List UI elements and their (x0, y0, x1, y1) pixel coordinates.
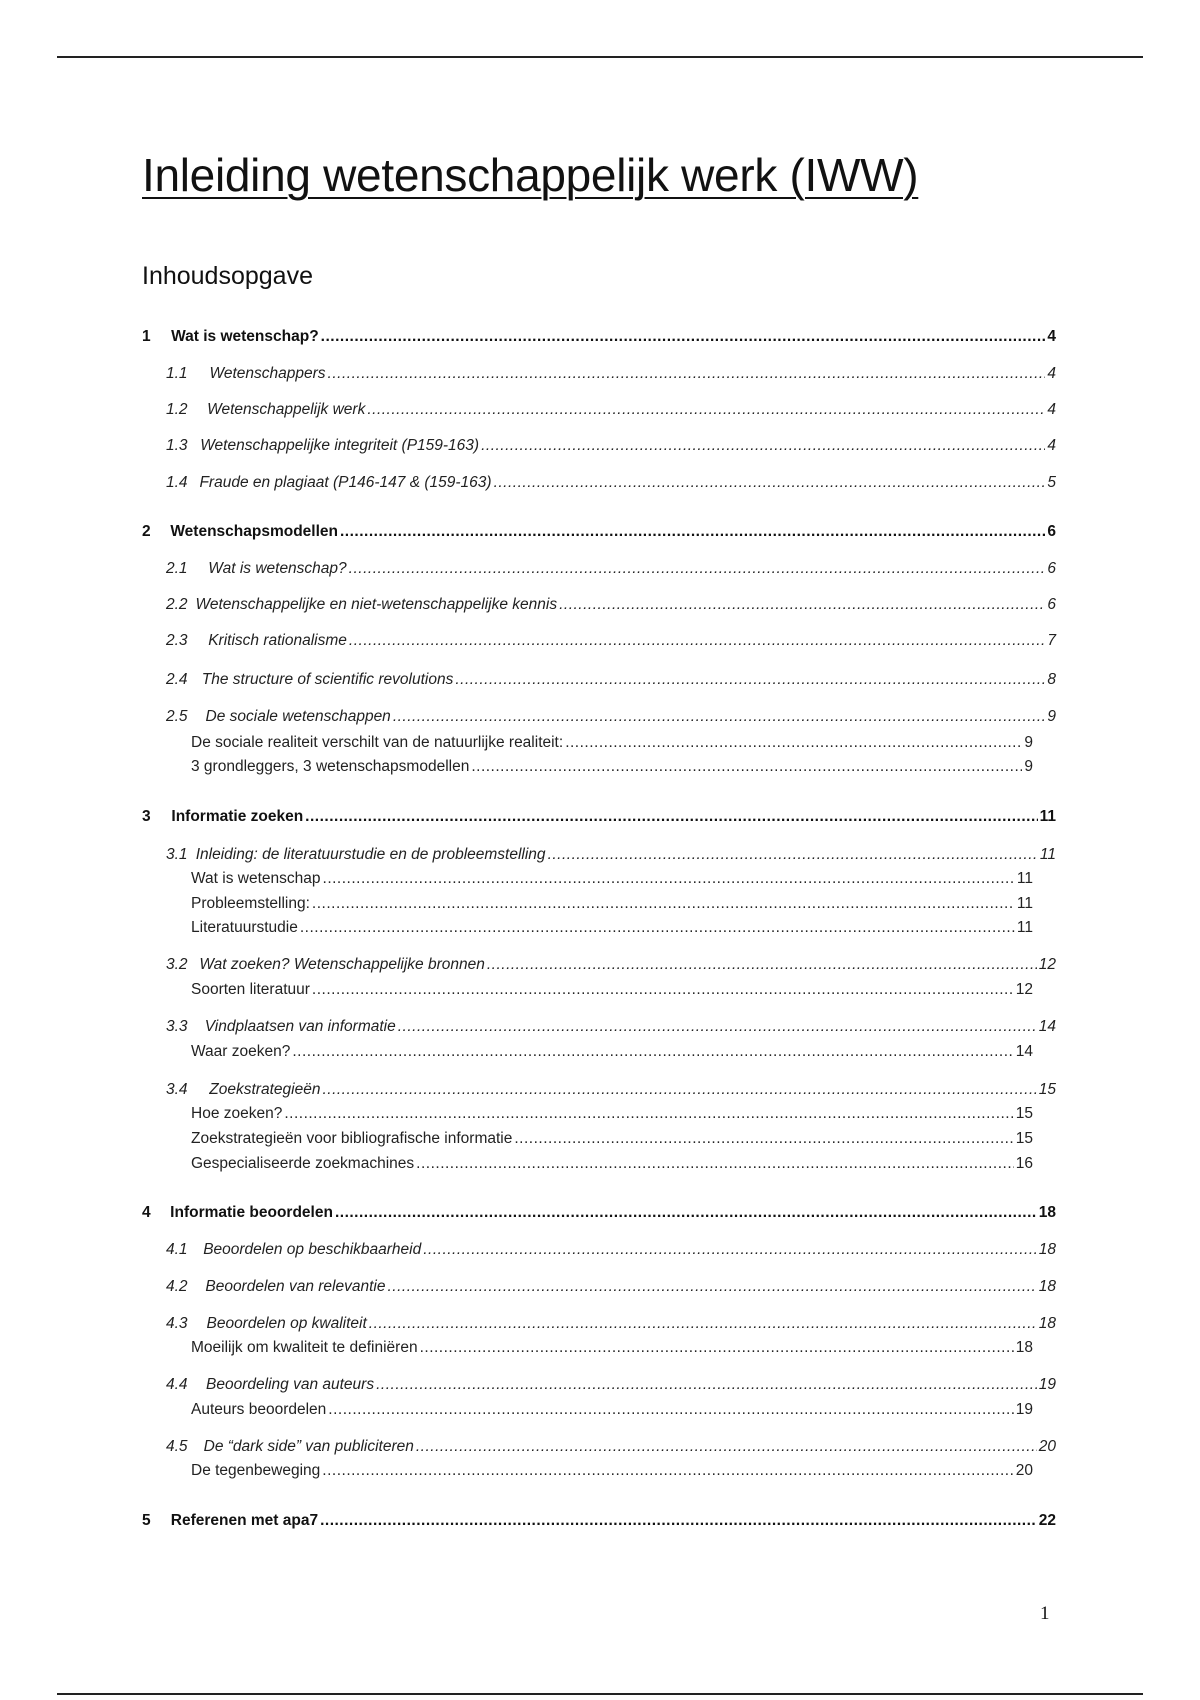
toc-dot-leader (322, 1080, 1036, 1100)
toc-entry-title: Wat is wetenschap? (171, 328, 319, 345)
toc-entry-title: Beoordelen op beschikbaarheid (203, 1241, 422, 1258)
toc-entry-number: 1.4 (166, 474, 188, 491)
toc-entry-number: 5 (142, 1512, 151, 1529)
toc-entry-page: 14 (1038, 1018, 1056, 1035)
toc-dot-leader (369, 1314, 1037, 1334)
toc-entry-page: 18 (1015, 1339, 1033, 1356)
toc-entry[interactable] (166, 1375, 1056, 1395)
toc-entry[interactable] (166, 473, 1056, 493)
toc-entry-number: 3.4 (166, 1081, 188, 1098)
toc-dot-leader (312, 894, 1015, 914)
toc-dot-leader (559, 595, 1045, 615)
toc-entry-title: Fraude en plagiaat (P146-147 & (159-163) (199, 474, 492, 491)
toc-entry-number: 1.2 (166, 401, 188, 418)
toc-entry-number: 4.5 (166, 1438, 188, 1455)
toc-entry-title: Literatuurstudie (191, 919, 298, 936)
toc-entry-title: Soorten literatuur (191, 981, 310, 998)
toc-entry-title: Waar zoeken? (191, 1043, 291, 1060)
toc-entry-number: 2.3 (166, 632, 188, 649)
toc-entry-title: The structure of scientific revolutions (201, 671, 454, 688)
toc-entry-title: Wat is wetenschap (191, 870, 321, 887)
toc-entry[interactable] (166, 1080, 1056, 1100)
toc-entry-number: 4.2 (166, 1278, 188, 1295)
toc-entry-title: Hoe zoeken? (191, 1105, 283, 1122)
toc-dot-leader (481, 436, 1045, 456)
toc-entry[interactable] (166, 400, 1056, 420)
toc-dot-leader (328, 364, 1046, 384)
toc-entry[interactable] (191, 757, 1033, 777)
toc-entry-number: 1.3 (166, 437, 188, 454)
toc-entry-page: 18 (1038, 1241, 1056, 1258)
toc-entry-page: 15 (1015, 1130, 1033, 1147)
toc-entry[interactable] (142, 522, 1056, 542)
toc-entry-number: 3 (142, 808, 151, 825)
toc-entry-page: 4 (1047, 328, 1056, 345)
toc-entry-title: Wat is wetenschap? (208, 560, 347, 577)
toc-entry[interactable] (166, 436, 1056, 456)
toc-entry-title: Inleiding: de literatuurstudie en de probleemstelling (195, 846, 546, 863)
toc-entry-title: Zoekstrategieën voor bibliografische informatie (191, 1130, 513, 1147)
toc-entry-number: 4.3 (166, 1315, 188, 1332)
toc-entry[interactable] (191, 980, 1033, 1000)
toc-entry[interactable] (142, 327, 1056, 347)
toc-dot-leader (416, 1437, 1037, 1457)
toc-dot-leader (284, 1104, 1013, 1124)
toc-entry-page: 6 (1047, 596, 1056, 613)
toc-dot-leader (322, 1461, 1013, 1481)
toc-entry[interactable] (191, 869, 1033, 889)
toc-entry[interactable] (166, 1437, 1056, 1457)
toc-entry[interactable] (191, 1154, 1033, 1174)
toc-entry[interactable] (166, 1277, 1056, 1297)
toc-entry-page: 18 (1038, 1315, 1056, 1332)
toc-dot-leader (387, 1277, 1036, 1297)
toc-dot-leader (494, 473, 1046, 493)
toc-entry-title: Zoekstrategieën (209, 1081, 321, 1098)
toc-entry-number: 3.3 (166, 1018, 188, 1035)
toc-entry[interactable] (191, 1104, 1033, 1124)
toc-entry-page: 12 (1015, 981, 1033, 998)
toc-dot-leader (367, 400, 1045, 420)
toc-entry-page: 9 (1024, 734, 1033, 751)
toc-entry-page: 19 (1038, 1376, 1056, 1393)
toc-heading: Inhoudsopgave (142, 262, 313, 290)
toc-entry-page: 9 (1024, 758, 1033, 775)
toc-entry-title: 3 grondleggers, 3 wetenschapsmodellen (191, 758, 470, 775)
toc-entry[interactable] (166, 595, 1056, 615)
toc-dot-leader (487, 955, 1037, 975)
toc-entry[interactable] (166, 1017, 1056, 1037)
toc-entry-page: 20 (1038, 1438, 1056, 1455)
toc-entry-title: Moeilijk om kwaliteit te definiëren (191, 1339, 418, 1356)
toc-entry-number: 1.1 (166, 365, 188, 382)
toc-entry-title: De sociale realiteit verschilt van de natuurlijke realiteit: (191, 734, 564, 751)
toc-entry-title: Wetenschapsmodellen (170, 523, 338, 540)
toc-entry[interactable] (142, 1203, 1056, 1223)
toc-entry-page: 20 (1015, 1462, 1033, 1479)
toc-entry-number: 1 (142, 328, 151, 345)
toc-dot-leader (416, 1154, 1014, 1174)
toc-dot-leader (335, 1203, 1037, 1223)
toc-entry[interactable] (166, 631, 1056, 651)
toc-entry[interactable] (166, 1314, 1056, 1334)
toc-entry-title: Beoordelen op kwaliteit (206, 1315, 367, 1332)
toc-dot-leader (398, 1017, 1037, 1037)
toc-entry-page: 6 (1047, 523, 1056, 540)
toc-entry-title: De sociale wetenschappen (205, 708, 391, 725)
toc-entry[interactable] (142, 1511, 1056, 1531)
toc-entry-page: 5 (1047, 474, 1056, 491)
toc-dot-leader (514, 1129, 1013, 1149)
toc-entry-page: 15 (1038, 1081, 1056, 1098)
toc-entry[interactable] (166, 364, 1056, 384)
toc-dot-leader (376, 1375, 1037, 1395)
toc-entry-title: Referenen met apa7 (170, 1512, 319, 1529)
toc-entry-title: De tegenbeweging (191, 1462, 321, 1479)
toc-entry-title: Beoordeling van auteurs (206, 1376, 375, 1393)
toc-dot-leader (300, 918, 1015, 938)
toc-entry-title: Wetenschappelijke en niet-wetenschappelijke kennis (195, 596, 558, 613)
toc-dot-leader (423, 1240, 1037, 1260)
toc-entry[interactable] (166, 707, 1056, 727)
toc-entry-number: 2.1 (166, 560, 188, 577)
footer-rule (57, 1693, 1143, 1695)
toc-entry[interactable] (166, 670, 1056, 690)
toc-entry-title: Wetenschappers (209, 365, 326, 382)
toc-entry-page: 9 (1047, 708, 1056, 725)
toc-entry-title: Vindplaatsen van informatie (204, 1018, 396, 1035)
toc-dot-leader (305, 807, 1037, 827)
toc-entry[interactable] (166, 559, 1056, 579)
toc-dot-leader (328, 1400, 1013, 1420)
toc-entry[interactable] (191, 733, 1033, 753)
toc-entry-title: Wetenschappelijke integriteit (P159-163) (200, 437, 480, 454)
toc-entry-page: 16 (1015, 1155, 1033, 1172)
toc-dot-leader (321, 327, 1046, 347)
toc-entry-page: 8 (1047, 671, 1056, 688)
toc-entry-number: 2 (142, 523, 151, 540)
toc-dot-leader (320, 1511, 1037, 1531)
toc-entry-number: 2.2 (166, 596, 188, 613)
toc-entry-page: 11 (1039, 846, 1056, 863)
toc-entry-number: 3.2 (166, 956, 188, 973)
toc-entry-page: 15 (1015, 1105, 1033, 1122)
toc-entry-title: Auteurs beoordelen (191, 1401, 327, 1418)
toc-dot-leader (292, 1042, 1013, 1062)
toc-entry[interactable] (191, 1129, 1033, 1149)
toc-entry-title: Wat zoeken? Wetenschappelijke bronnen (199, 956, 485, 973)
toc-entry-page: 4 (1047, 437, 1056, 454)
toc-entry[interactable] (191, 1461, 1033, 1481)
toc-entry-number: 4.1 (166, 1241, 188, 1258)
document-title: Inleiding wetenschappelijk werk (IWW) (142, 149, 919, 201)
toc-dot-leader (565, 733, 1022, 753)
toc-entry-page: 11 (1016, 919, 1033, 936)
toc-entry-page: 11 (1039, 808, 1056, 825)
toc-dot-leader (323, 869, 1015, 889)
toc-entry-page: 18 (1038, 1204, 1056, 1221)
toc-dot-leader (349, 559, 1046, 579)
toc-entry-page: 19 (1015, 1401, 1033, 1418)
page-number: 1 (1040, 1603, 1050, 1624)
toc-entry[interactable] (142, 807, 1056, 827)
toc-entry-title: Gespecialiseerde zoekmachines (191, 1155, 415, 1172)
toc-entry-title: Informatie zoeken (171, 808, 304, 825)
toc-entry-page: 18 (1038, 1278, 1056, 1295)
toc-entry-number: 4.4 (166, 1376, 188, 1393)
toc-dot-leader (471, 757, 1022, 777)
toc-entry[interactable] (166, 1240, 1056, 1260)
toc-entry-page: 12 (1038, 956, 1056, 973)
toc-entry-page: 4 (1047, 401, 1056, 418)
toc-entry-page: 22 (1038, 1512, 1056, 1529)
toc-entry-title: Wetenschappelijk werk (207, 401, 366, 418)
toc-entry-page: 6 (1047, 560, 1056, 577)
toc-dot-leader (393, 707, 1046, 727)
toc-entry-number: 2.4 (166, 671, 188, 688)
toc-entry-number: 4 (142, 1204, 151, 1221)
toc-entry-title: Informatie beoordelen (170, 1204, 333, 1221)
toc-entry[interactable] (191, 1338, 1033, 1358)
toc-dot-leader (349, 631, 1045, 651)
toc-dot-leader (312, 980, 1014, 1000)
toc-dot-leader (340, 522, 1045, 542)
toc-entry-page: 14 (1015, 1043, 1033, 1060)
toc-entry-title: Probleemstelling: (191, 895, 310, 912)
toc-entry[interactable] (191, 894, 1033, 914)
toc-entry[interactable] (191, 1400, 1033, 1420)
toc-entry[interactable] (166, 955, 1056, 975)
toc-entry-page: 11 (1016, 870, 1033, 887)
toc-entry[interactable] (166, 845, 1056, 865)
toc-entry-page: 4 (1047, 365, 1056, 382)
toc-dot-leader (420, 1338, 1014, 1358)
toc-entry-title: Beoordelen van relevantie (205, 1278, 386, 1295)
toc-entry-number: 2.5 (166, 708, 188, 725)
toc-dot-leader (455, 670, 1045, 690)
toc-entry-title: De “dark side” van publiciteren (203, 1438, 414, 1455)
toc-entry-number: 3.1 (166, 846, 188, 863)
toc-entry[interactable] (191, 1042, 1033, 1062)
toc-entry-page: 11 (1016, 895, 1033, 912)
toc-entry-page: 7 (1047, 632, 1056, 649)
toc-entry-title: Kritisch rationalisme (208, 632, 347, 649)
toc-entry[interactable] (191, 918, 1033, 938)
toc-dot-leader (548, 845, 1038, 865)
